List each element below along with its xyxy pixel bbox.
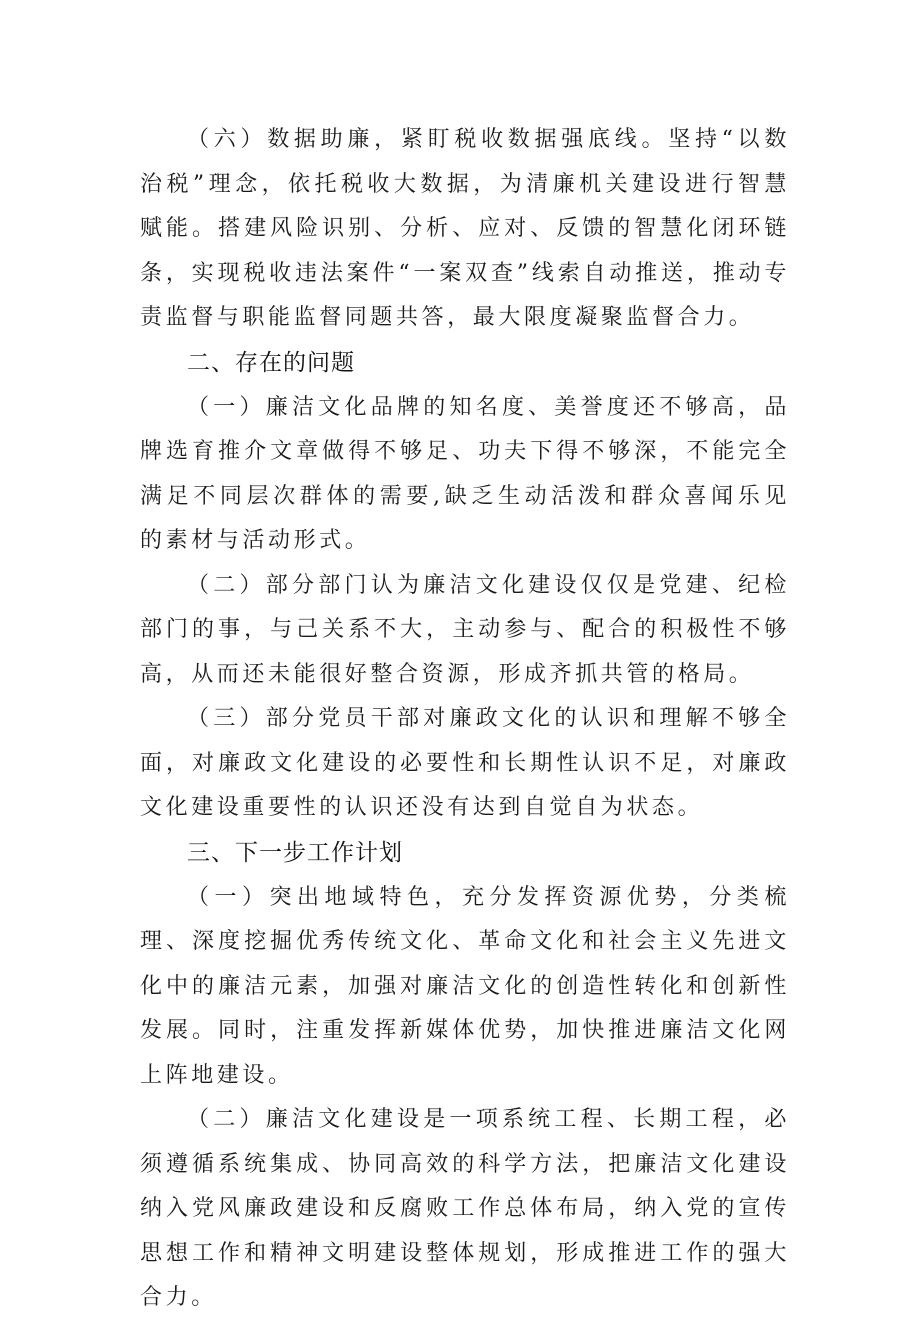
document-body	[140, 118, 790, 1321]
paragraph-problem-2: （二）部分部门认为廉洁文化建设仅仅是党建、纪检部门的事，与己关系不大，主动参与、配合的积极性不够高，从而还未能很好整合资源，形成齐抓共管的格局。	[140, 572, 790, 687]
section-heading-problems: 二、存在的问题	[187, 349, 355, 376]
paragraph-problem-1: （一）廉洁文化品牌的知名度、美誉度还不够高，品牌选育推介文章做得不够足、功夫下得不够深，不能完全满足不同层次群体的需要,缺乏生动活泼和群众喜闻乐见的素材与活动形式。	[140, 394, 790, 553]
paragraph-data-integrity: （六）数据助廉，紧盯税收数据强底线。坚持“以数治税”理念，依托税收大数据，为清廉机关建设进行智慧赋能。搭建风险识别、分析、应对、反馈的智慧化闭环链条，实现税收违法案件“一案双查”线索自动推送，推动专责监督与职能监督同题共答，最大限度凝聚监督合力。	[140, 127, 790, 330]
paragraph-problem-3: （三）部分党员干部对廉政文化的认识和理解不够全面，对廉政文化建设的必要性和长期性认识不足，对廉政文化建设重要性的认识还没有达到自觉自为状态。	[140, 706, 790, 820]
section-heading-next-steps: 三、下一步工作计划	[187, 839, 403, 866]
paragraph-plan-2: （二）廉洁文化建设是一项系统工程、长期工程，必须遵循系统集成、协同高效的科学方法，把廉洁文化建设纳入党风廉政建设和反腐败工作总体布局，纳入党的宣传思想工作和精神文明建设整体规划，形成推进工作的强大合力。	[140, 1107, 790, 1310]
paragraph-plan-1: （一）突出地域特色，充分发挥资源优势，分类梳理、深度挖掘优秀传统文化、革命文化和社会主义先进文化中的廉洁元素，加强对廉洁文化的创造性转化和创新性发展。同时，注重发挥新媒体优势，加快推进廉洁文化网上阵地建设。	[140, 884, 790, 1088]
